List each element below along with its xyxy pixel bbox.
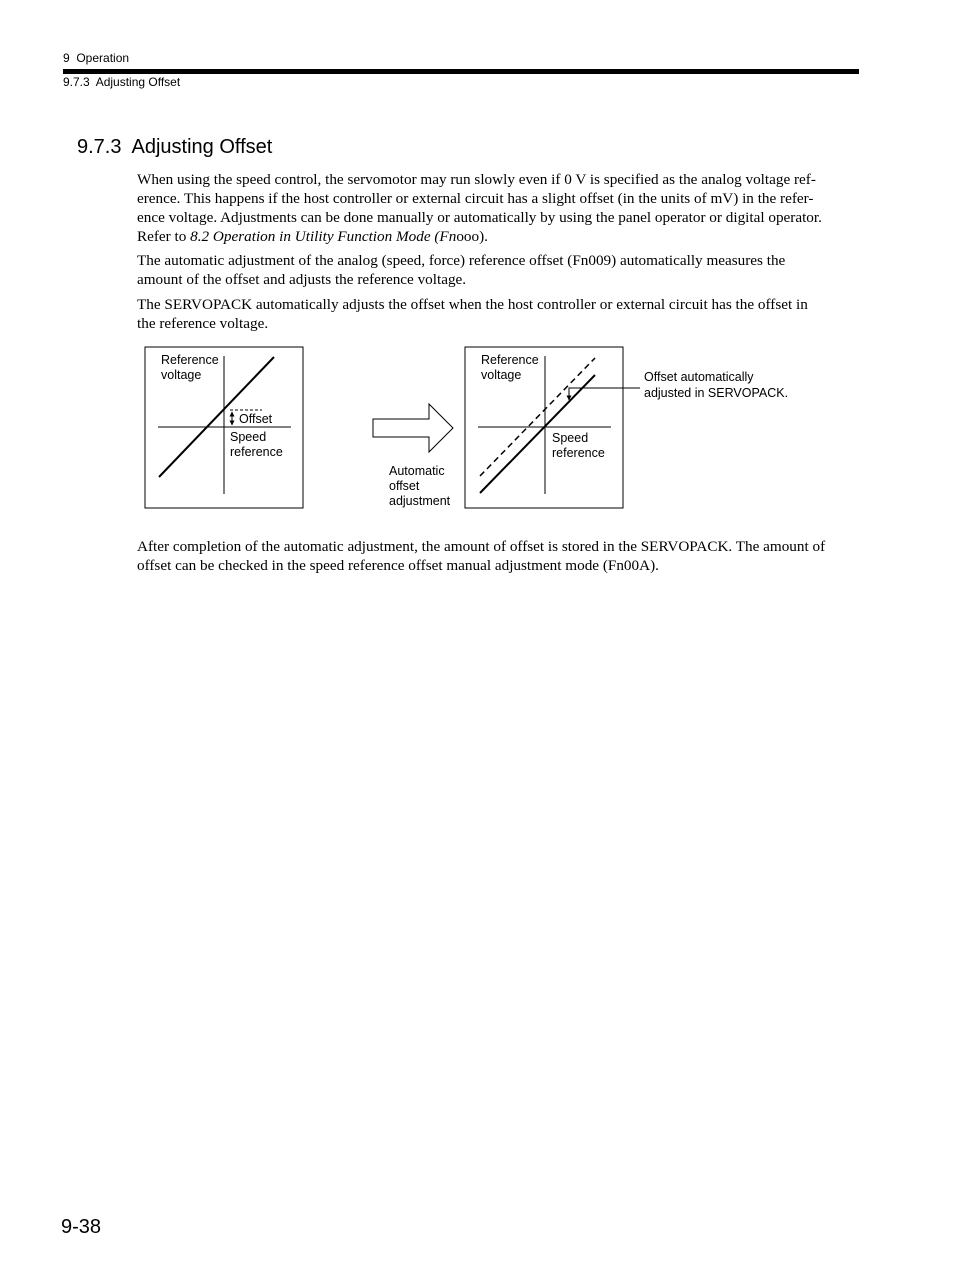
callout-label-line-1: Offset automatically [644, 370, 754, 384]
paragraph-line: offset can be checked in the speed reference offset manual adjustment mode (Fn00A). [137, 557, 659, 574]
left-ref-voltage-label-1: Reference [161, 353, 219, 367]
left-speed-ref-label-1: Speed [230, 430, 267, 444]
right-speed-ref-label-2: reference [552, 446, 605, 460]
paragraph-line: The SERVOPACK automatically adjusts the offset when the host controller or external circuit has the offset in [137, 296, 808, 313]
cross-reference-link[interactable]: 8.2 Operation in Utility Function Mode (Fn [190, 228, 457, 245]
cross-reference-suffix: ooo). [456, 228, 488, 245]
callout-label-line-2: adjusted in SERVOPACK. [644, 386, 789, 400]
paragraph-line: erence. This happens if the host controller or external circuit has a slight offset (in the units of mV) in the refer- [137, 190, 814, 207]
refer-to-text: Refer to [137, 228, 191, 245]
paragraph-line: amount of the offset and adjusts the reference voltage. [137, 271, 467, 288]
right-ref-voltage-label-2: voltage [481, 368, 522, 382]
header-section: 9.7.3 Adjusting Offset [63, 75, 181, 89]
arrow-label-line-3: adjustment [389, 494, 451, 508]
paragraph-line: When using the speed control, the servomotor may run slowly even if 0 V is specified as the analog voltage ref- [137, 171, 816, 188]
header-chapter: 9 Operation [63, 51, 130, 65]
right-ref-voltage-label-1: Reference [481, 353, 539, 367]
left-offset-label: Offset [239, 412, 273, 426]
right-arrow-icon [373, 404, 453, 452]
paragraph-after-completion [137, 537, 857, 575]
paragraph-line: After completion of the automatic adjustment, the amount of offset is stored in the SERVOPACK. The amount of [137, 538, 826, 555]
arrow-label-line-2: offset [389, 479, 420, 493]
paragraph-line: ence voltage. Adjustments can be done manually or automatically by using the panel operator or digital operator. [137, 209, 822, 226]
page-number: 9-38 [61, 1216, 102, 1238]
right-graph-panel [465, 347, 623, 508]
arrow-label-line-1: Automatic [389, 464, 445, 478]
offset-adjustment-figure [0, 0, 954, 520]
paragraph-line: the reference voltage. [137, 315, 269, 332]
left-ref-voltage-label-2: voltage [161, 368, 202, 382]
left-graph-panel [145, 347, 303, 508]
section-title: 9.7.3 Adjusting Offset [77, 136, 273, 158]
left-speed-ref-label-2: reference [230, 445, 283, 459]
right-speed-ref-label-1: Speed [552, 431, 589, 445]
paragraph-line: The automatic adjustment of the analog (speed, force) reference offset (Fn009) automatically measures the [137, 252, 786, 269]
